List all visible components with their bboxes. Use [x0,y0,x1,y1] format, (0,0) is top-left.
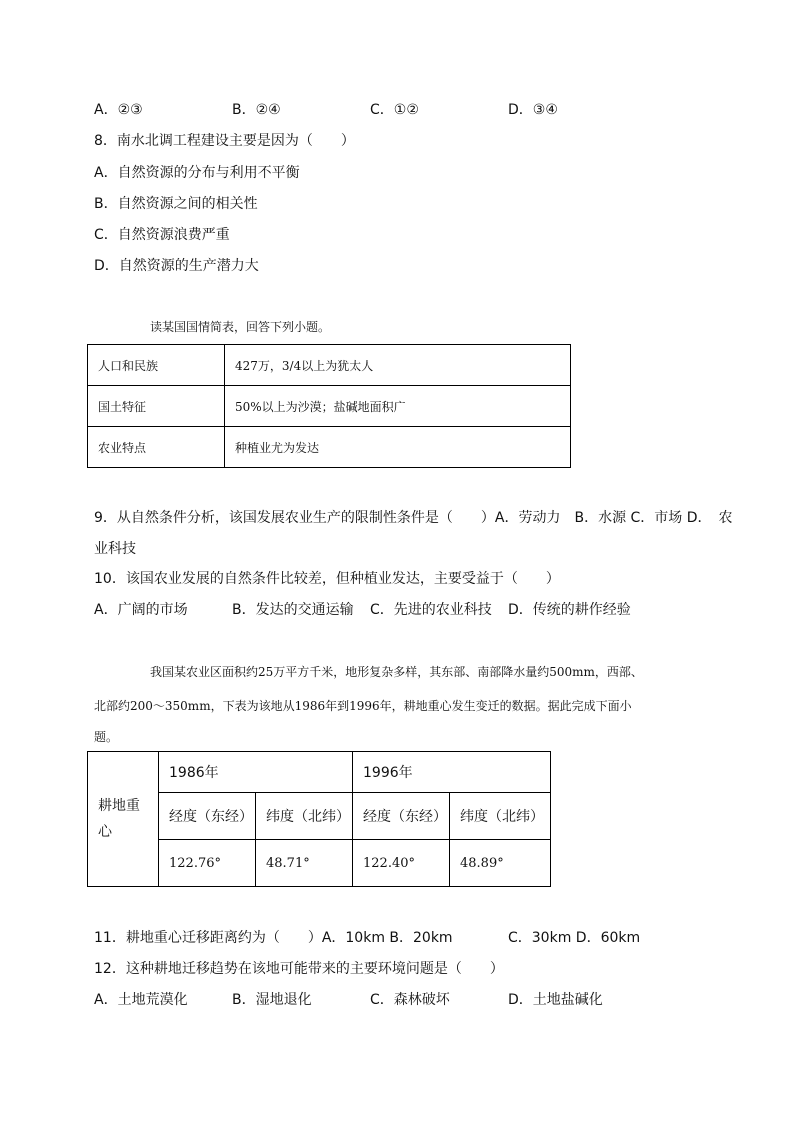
row-header-cell [88,752,159,887]
q10-option-a: A．广阔的市场 [94,602,188,618]
passage2-line3: 题。 [94,730,119,744]
table-row [88,386,571,427]
subheader-longitude-1986: 经度（东经） [159,793,256,840]
value-longitude-1996: 122.40° [353,840,450,887]
row-value: 427万，3/4以上为犹太人 [225,345,571,386]
value-latitude-1996: 48.89° [450,840,551,887]
q12-option-b: B．湿地退化 [232,992,312,1008]
year-1996-header: 1996年 [353,752,551,793]
q12-stem: 12．这种耕地迁移趋势在该地可能带来的主要环境问题是（ ） [94,961,504,977]
table-row [88,752,551,793]
q7-option-a: A．②③ [94,102,143,118]
subheader-latitude-1986: 纬度（北纬） [256,793,353,840]
table-row [88,345,571,386]
passage2-line1: 我国某农业区面积约25万平方千米，地形复杂多样，其东部、南部降水量约500mm，西部、 [150,665,643,679]
q10-option-c: C．先进的农业科技 [370,602,492,618]
q7-option-b: B．②④ [232,102,281,118]
q9-line1: 9．从自然条件分析，该国发展农业生产的限制性条件是（ ）A．劳动力 B．水源 C．市场 D． 农 [94,510,733,526]
q11-tail: C．30km D．60km [508,930,641,946]
table-row [88,427,571,468]
q12-option-d: D．土地盐碱化 [508,992,603,1008]
q9-line2: 业科技 [94,541,136,557]
q8-option-a: A．自然资源的分布与利用不平衡 [94,165,300,181]
year-1986-header: 1986年 [159,752,353,793]
q12-option-c: C．森林破坏 [370,992,450,1008]
row-value: 50%以上为沙漠；盐碱地面积广 [225,386,571,427]
q7-option-d: D．③④ [508,102,558,118]
row-label: 国土特征 [88,386,225,427]
row-label: 农业特点 [88,427,225,468]
row-header-text: 耕地重心 [98,798,140,840]
q8-option-c: C．自然资源浪费严重 [94,227,230,243]
q11-line [94,928,641,948]
q7-option-c: C．①② [370,102,419,118]
q8-option-d: D．自然资源的生产潜力大 [94,258,259,274]
passage2-line2: 北部约200～350mm，下表为该地从1986年到1996年，耕地重心发生变迁的数据。据此完成下面小 [94,699,632,713]
q8-stem: 8．南水北调工程建设主要是因为（ ） [94,133,355,149]
subheader-longitude-1996: 经度（东经） [353,793,450,840]
row-label: 人口和民族 [88,345,225,386]
q10-stem: 10．该国农业发展的自然条件比较差，但种植业发达，主要受益于（ ） [94,571,560,587]
passage1-intro: 读某国国情简表，回答下列小题。 [150,320,331,334]
q12-option-a: A．土地荒漠化 [94,992,188,1008]
subheader-latitude-1996: 纬度（北纬） [450,793,551,840]
q11-stem: 11．耕地重心迁移距离约为（ ）A．10km B．20km [94,930,453,946]
cropland-centroid-table [87,751,551,887]
value-latitude-1986: 48.71° [256,840,353,887]
q10-option-d: D．传统的耕作经验 [508,602,631,618]
q8-option-b: B．自然资源之间的相关性 [94,196,258,212]
row-value: 种植业尤为发达 [225,427,571,468]
q10-option-b: B．发达的交通运输 [232,602,354,618]
country-profile-table [87,344,571,468]
value-longitude-1986: 122.76° [159,840,256,887]
